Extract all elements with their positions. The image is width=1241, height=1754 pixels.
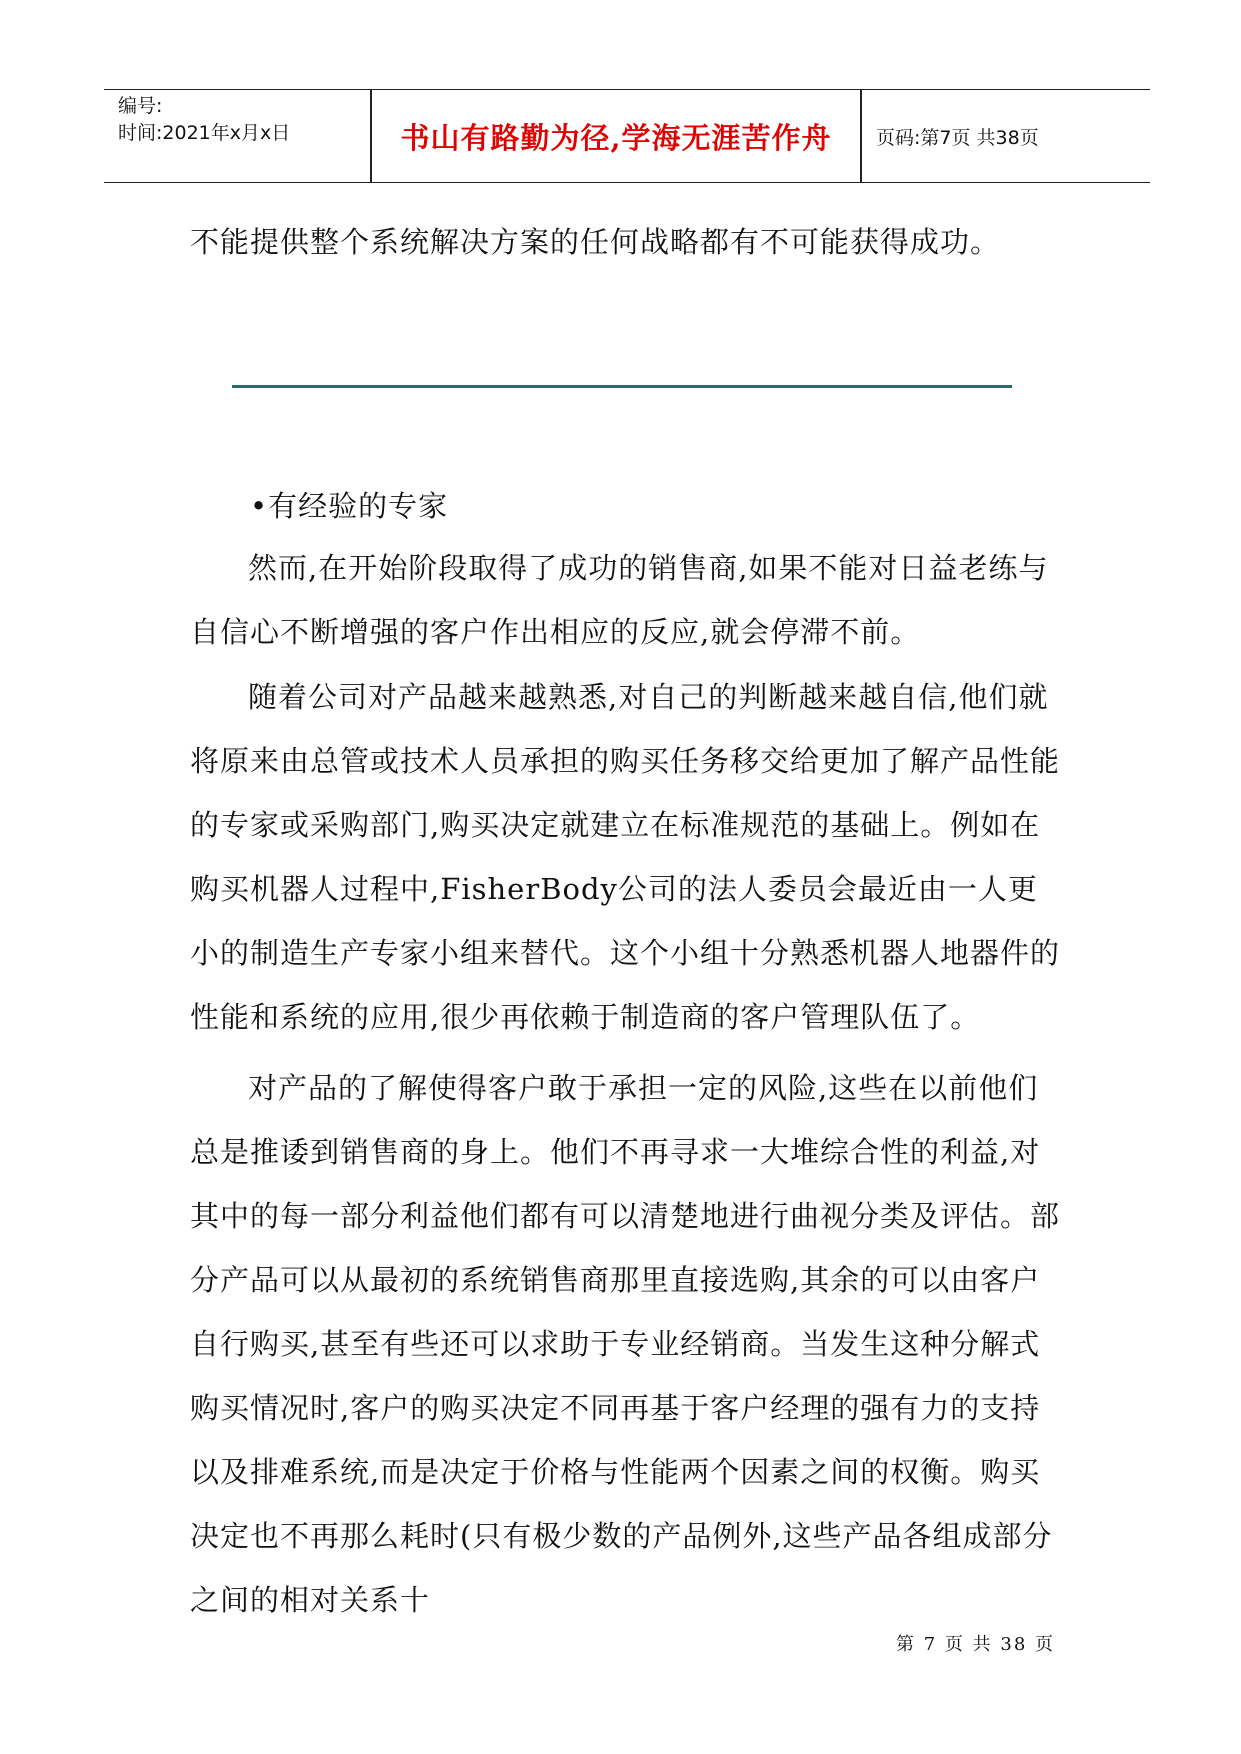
header-divider-right <box>860 90 862 182</box>
footer-page-number: 第 7 页 共 38 页 <box>896 1634 1055 1655</box>
body-paragraph: 然而,在开始阶段取得了成功的销售商,如果不能对日益老练与自信心不断增强的客户作出相应的反应,就会停滞不前。 <box>190 551 1049 649</box>
section-divider <box>232 385 1012 388</box>
header-motto: 书山有路勤为径,学海无涯苦作舟 <box>400 120 832 155</box>
header-meta <box>118 90 370 182</box>
page-header <box>104 89 1150 183</box>
header-page-info: 页码:第7页 共38页 <box>876 126 1039 149</box>
document-number-label: 编号: <box>118 95 163 117</box>
document-time-label: 时间:2021年x月x日 <box>118 122 291 144</box>
body-paragraph: 对产品的了解使得客户敢于承担一定的风险,这些在以前他们总是推诿到销售商的身上。他们不再寻求一大堆综合性的利益,对其中的每一部分利益他们都有可以清楚地进行曲视分类及评估。部分产品可以从最初的系统销售商那里直接选购,其余的可以由客户自行购买,甚至有些还可以求助于专业经销商。当发生这种分解式购买情况时,客户的购买决定不同再基于客户经理的强有力的支持以及排难系统,而是决定于价格与性能两个因素之间的权衡。购买决定也不再那么耗时(只有极少数的产品例外,这些产品各组成部分之间的相对关系十 <box>190 1071 1061 1617</box>
body-first-line: 不能提供整个系统解决方案的任何战略都有不可能获得成功。 <box>190 225 1001 259</box>
bullet-heading: •有经验的专家 <box>250 489 449 523</box>
body-paragraph: 随着公司对产品越来越熟悉,对自己的判断越来越自信,他们就将原来由总管或技术人员承担的购买任务移交给更加了解产品性能的专家或采购部门,购买决定就建立在标准规范的基础上。例如在购买机器人过程中,FisherBody公司的法人委员会最近由一人更小的制造生产专家小组来替代。这个小组十分熟悉机器人地器件的性能和系统的应用,很少再依赖于制造商的客户管理队伍了。 <box>190 680 1061 1034</box>
